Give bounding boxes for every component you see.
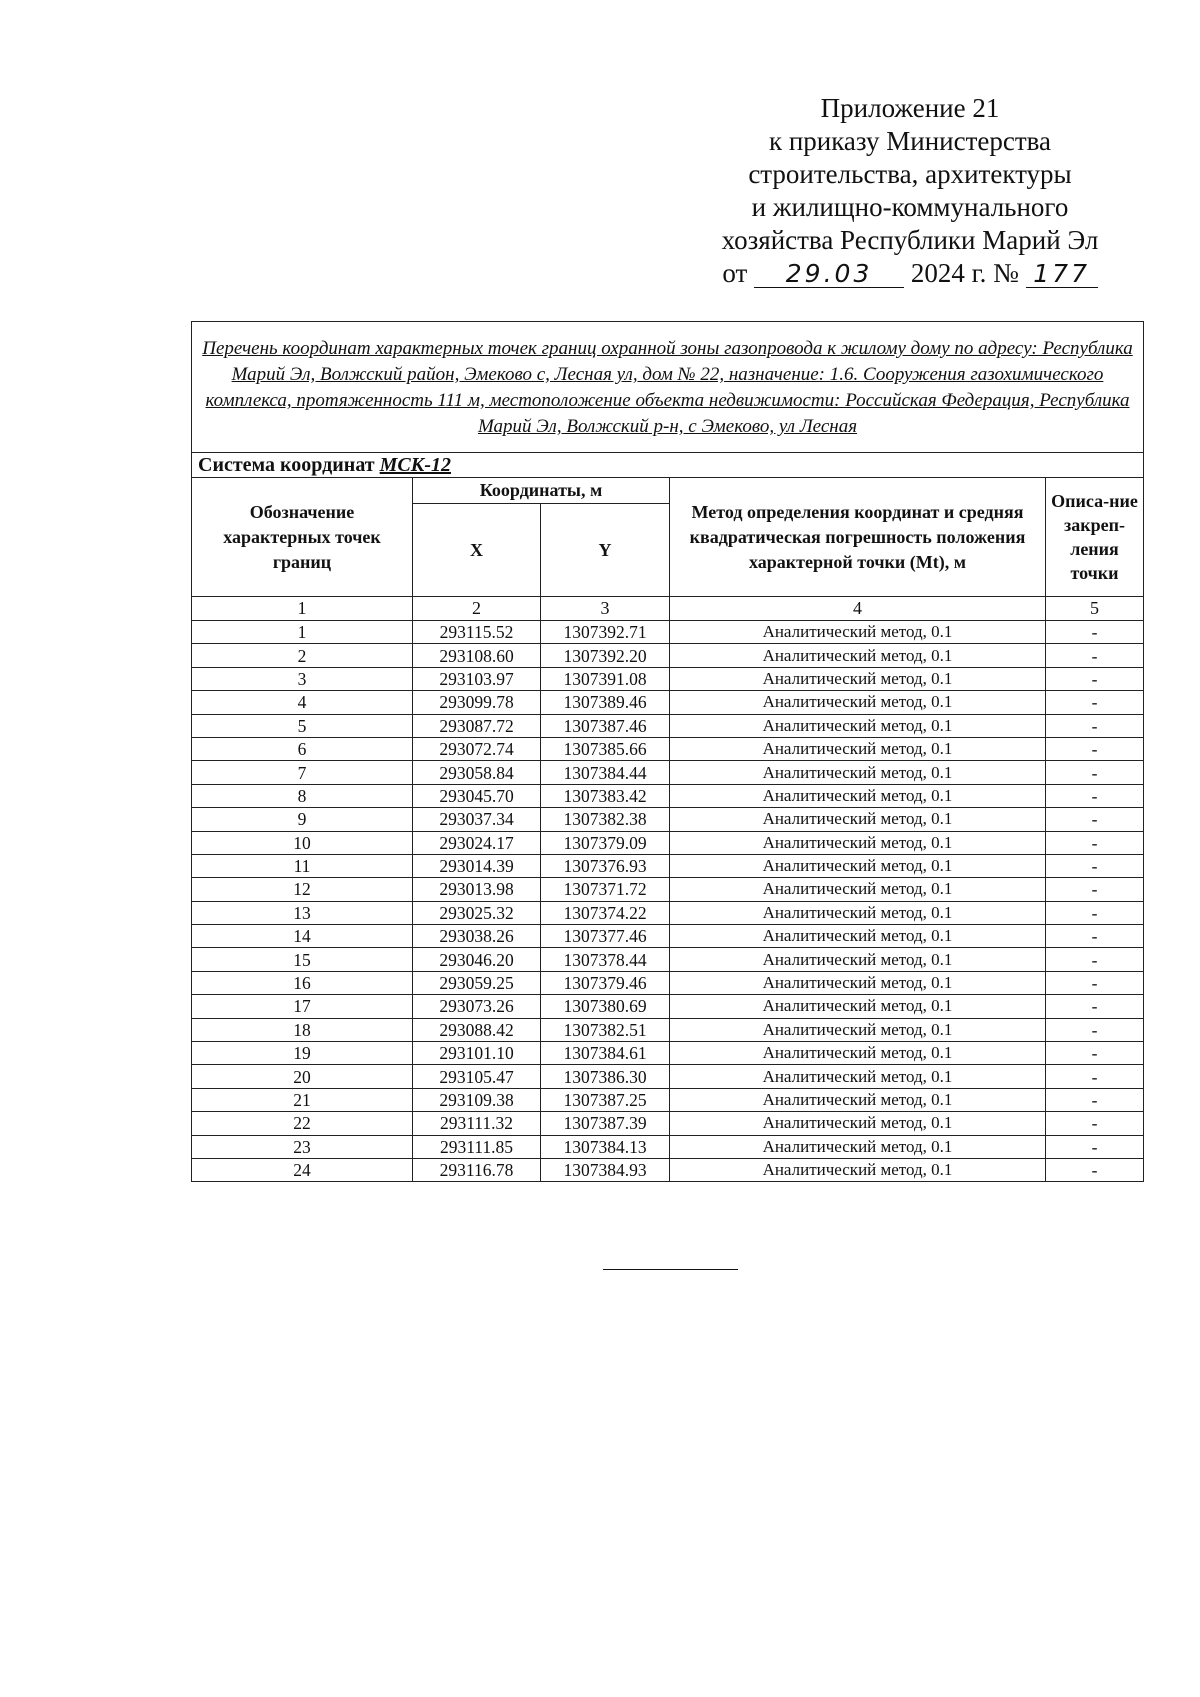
- cell-method: Аналитический метод, 0.1: [670, 995, 1046, 1018]
- table-row: [192, 784, 1144, 807]
- cell-point-number: 4: [192, 691, 413, 714]
- cell-coord-x: 293103.97: [413, 667, 541, 690]
- table-row: [192, 808, 1144, 831]
- cell-point-number: 3: [192, 667, 413, 690]
- cell-description: -: [1046, 831, 1144, 854]
- cell-description: -: [1046, 714, 1144, 737]
- header-line-2: к приказу Министерства: [768, 126, 1052, 156]
- cell-description: -: [1046, 644, 1144, 667]
- cell-coord-y: 1307374.22: [541, 901, 670, 924]
- cell-point-number: 8: [192, 784, 413, 807]
- cell-coord-x: 293109.38: [413, 1088, 541, 1111]
- cell-point-number: 12: [192, 878, 413, 901]
- cell-description: -: [1046, 1135, 1144, 1158]
- cell-coord-y: 1307385.66: [541, 737, 670, 760]
- cell-description: -: [1046, 878, 1144, 901]
- cell-point-number: 20: [192, 1065, 413, 1088]
- cell-point-number: 22: [192, 1112, 413, 1135]
- cell-point-number: 7: [192, 761, 413, 784]
- cell-method: Аналитический метод, 0.1: [670, 1042, 1046, 1065]
- cell-coord-y: 1307391.08: [541, 667, 670, 690]
- table-row: [192, 925, 1144, 948]
- cell-coord-x: 293045.70: [413, 784, 541, 807]
- handwritten-order-number: 177: [1026, 261, 1098, 288]
- cell-method: Аналитический метод, 0.1: [670, 784, 1046, 807]
- table-row: [192, 621, 1144, 644]
- cell-description: -: [1046, 621, 1144, 644]
- cell-coord-x: 293024.17: [413, 831, 541, 854]
- cell-coord-y: 1307392.20: [541, 644, 670, 667]
- cell-point-number: 13: [192, 901, 413, 924]
- cell-method: Аналитический метод, 0.1: [670, 737, 1046, 760]
- cell-method: Аналитический метод, 0.1: [670, 644, 1046, 667]
- cell-point-number: 19: [192, 1042, 413, 1065]
- header-coordinates: Координаты, м: [413, 478, 670, 504]
- cell-coord-y: 1307383.42: [541, 784, 670, 807]
- cell-description: -: [1046, 667, 1144, 690]
- cell-method: Аналитический метод, 0.1: [670, 1112, 1046, 1135]
- table-row: [192, 644, 1144, 667]
- cell-description: -: [1046, 1042, 1144, 1065]
- column-number: 1: [192, 597, 413, 621]
- table-row: [192, 971, 1144, 994]
- cell-description: -: [1046, 691, 1144, 714]
- table-row: [192, 1088, 1144, 1111]
- cell-description: -: [1046, 1018, 1144, 1041]
- cell-coord-x: 293111.32: [413, 1112, 541, 1135]
- cell-coord-x: 293108.60: [413, 644, 541, 667]
- cell-method: Аналитический метод, 0.1: [670, 854, 1046, 877]
- cell-method: Аналитический метод, 0.1: [670, 667, 1046, 690]
- column-number: 2: [413, 597, 541, 621]
- cell-description: -: [1046, 1158, 1144, 1181]
- table-row: [192, 1065, 1144, 1088]
- header-designation: Обозначение характерных точек границ: [192, 478, 413, 597]
- cell-coord-y: 1307384.44: [541, 761, 670, 784]
- cell-description: -: [1046, 901, 1144, 924]
- cell-method: Аналитический метод, 0.1: [670, 1065, 1046, 1088]
- cell-coord-x: 293111.85: [413, 1135, 541, 1158]
- table-row: [192, 901, 1144, 924]
- table-row: [192, 691, 1144, 714]
- cell-coord-y: 1307384.13: [541, 1135, 670, 1158]
- cell-point-number: 15: [192, 948, 413, 971]
- cell-point-number: 11: [192, 854, 413, 877]
- cell-method: Аналитический метод, 0.1: [670, 1158, 1046, 1181]
- cell-method: Аналитический метод, 0.1: [670, 948, 1046, 971]
- cell-description: -: [1046, 761, 1144, 784]
- header-y: Y: [541, 504, 670, 597]
- cell-point-number: 10: [192, 831, 413, 854]
- coordinate-system: [192, 453, 1144, 478]
- cell-description: -: [1046, 808, 1144, 831]
- cell-description: -: [1046, 948, 1144, 971]
- cell-point-number: 24: [192, 1158, 413, 1181]
- table-row: [192, 1112, 1144, 1135]
- cell-method: Аналитический метод, 0.1: [670, 621, 1046, 644]
- date-prefix: от: [722, 258, 748, 288]
- header-method: Метод определения координат и средняя квадратическая погрешность положения характерной точки (Mt), м: [670, 478, 1046, 597]
- cell-coord-y: 1307386.30: [541, 1065, 670, 1088]
- cell-method: Аналитический метод, 0.1: [670, 1135, 1046, 1158]
- table-row: [192, 854, 1144, 877]
- cell-coord-x: 293116.78: [413, 1158, 541, 1181]
- cell-description: -: [1046, 925, 1144, 948]
- cell-coord-x: 293101.10: [413, 1042, 541, 1065]
- cell-description: -: [1046, 1065, 1144, 1088]
- cell-coord-y: 1307382.38: [541, 808, 670, 831]
- table-row: [192, 948, 1144, 971]
- cell-method: Аналитический метод, 0.1: [670, 761, 1046, 784]
- order-date-line: [690, 257, 1130, 290]
- cell-coord-x: 293087.72: [413, 714, 541, 737]
- cell-coord-x: 293046.20: [413, 948, 541, 971]
- coordinate-system-value: МСК-12: [379, 453, 451, 476]
- table-row: [192, 1018, 1144, 1041]
- cell-method: Аналитический метод, 0.1: [670, 971, 1046, 994]
- cell-coord-x: 293014.39: [413, 854, 541, 877]
- cell-description: -: [1046, 784, 1144, 807]
- cell-coord-y: 1307376.93: [541, 854, 670, 877]
- cell-point-number: 18: [192, 1018, 413, 1041]
- cell-method: Аналитический метод, 0.1: [670, 714, 1046, 737]
- cell-coord-y: 1307384.61: [541, 1042, 670, 1065]
- table-row: [192, 1042, 1144, 1065]
- cell-coord-x: 293099.78: [413, 691, 541, 714]
- cell-coord-y: 1307387.46: [541, 714, 670, 737]
- cell-method: Аналитический метод, 0.1: [670, 808, 1046, 831]
- cell-coord-y: 1307371.72: [541, 878, 670, 901]
- header-line-3: строительства, архитектуры: [748, 159, 1072, 189]
- cell-coord-y: 1307379.09: [541, 831, 670, 854]
- table-row: [192, 737, 1144, 760]
- cell-coord-x: 293059.25: [413, 971, 541, 994]
- cell-description: -: [1046, 1088, 1144, 1111]
- cell-coord-y: 1307379.46: [541, 971, 670, 994]
- table-row: [192, 667, 1144, 690]
- cell-coord-x: 293058.84: [413, 761, 541, 784]
- cell-point-number: 1: [192, 621, 413, 644]
- cell-method: Аналитический метод, 0.1: [670, 1088, 1046, 1111]
- cell-point-number: 6: [192, 737, 413, 760]
- cell-method: Аналитический метод, 0.1: [670, 925, 1046, 948]
- cell-method: Аналитический метод, 0.1: [670, 1018, 1046, 1041]
- header-line-1: Приложение 21: [820, 93, 1000, 123]
- table-row: [192, 714, 1144, 737]
- column-number: 5: [1046, 597, 1144, 621]
- cell-description: -: [1046, 737, 1144, 760]
- cell-coord-x: 293072.74: [413, 737, 541, 760]
- cell-description: -: [1046, 971, 1144, 994]
- column-number-row: [192, 597, 1144, 621]
- coordinate-system-label: Система координат: [198, 453, 375, 476]
- cell-coord-y: 1307392.71: [541, 621, 670, 644]
- cell-method: Аналитический метод, 0.1: [670, 691, 1046, 714]
- cell-point-number: 17: [192, 995, 413, 1018]
- cell-coord-y: 1307387.25: [541, 1088, 670, 1111]
- cell-coord-x: 293037.34: [413, 808, 541, 831]
- column-number: 3: [541, 597, 670, 621]
- cell-coord-y: 1307380.69: [541, 995, 670, 1018]
- header-line-5: хозяйства Республики Марий Эл: [721, 225, 1099, 255]
- closing-divider: [603, 1269, 738, 1270]
- table-row: [192, 1135, 1144, 1158]
- table-row: [192, 878, 1144, 901]
- table-row: [192, 761, 1144, 784]
- cell-description: -: [1046, 995, 1144, 1018]
- year-text: 2024 г. №: [910, 258, 1019, 288]
- cell-coord-y: 1307377.46: [541, 925, 670, 948]
- cell-point-number: 14: [192, 925, 413, 948]
- cell-coord-x: 293073.26: [413, 995, 541, 1018]
- cell-point-number: 9: [192, 808, 413, 831]
- cell-point-number: 5: [192, 714, 413, 737]
- cell-coord-y: 1307387.39: [541, 1112, 670, 1135]
- coordinates-table: [191, 321, 1144, 1182]
- column-number: 4: [670, 597, 1046, 621]
- appendix-header: [690, 92, 1130, 290]
- cell-point-number: 23: [192, 1135, 413, 1158]
- table-row: [192, 831, 1144, 854]
- cell-description: -: [1046, 1112, 1144, 1135]
- cell-point-number: 2: [192, 644, 413, 667]
- handwritten-date: 29.03: [754, 261, 904, 288]
- cell-description: -: [1046, 854, 1144, 877]
- header-x: X: [413, 504, 541, 597]
- cell-point-number: 21: [192, 1088, 413, 1111]
- cell-method: Аналитический метод, 0.1: [670, 831, 1046, 854]
- cell-coord-x: 293115.52: [413, 621, 541, 644]
- cell-coord-y: 1307378.44: [541, 948, 670, 971]
- header-line-4: и жилищно-коммунального: [751, 192, 1069, 222]
- table-title: Перечень координат характерных точек границ охранной зоны газопровода к жилому дому по адресу: Республика Марий Эл, Волжский район, Эмеково с, Лесная ул, дом № 22, назначение: 1.6. Сооружения газохимического комплекса, протяженность 111 м, местоположение объекта недвижимости: Российская Федерация, Республика Марий Эл, Волжский р-н, с Эмеково, ул Лесная: [192, 322, 1144, 453]
- cell-coord-x: 293105.47: [413, 1065, 541, 1088]
- cell-coord-y: 1307389.46: [541, 691, 670, 714]
- cell-coord-x: 293038.26: [413, 925, 541, 948]
- cell-point-number: 16: [192, 971, 413, 994]
- cell-coord-y: 1307384.93: [541, 1158, 670, 1181]
- table-row: [192, 995, 1144, 1018]
- cell-coord-x: 293013.98: [413, 878, 541, 901]
- cell-coord-x: 293025.32: [413, 901, 541, 924]
- table-row: [192, 1158, 1144, 1181]
- header-description: Описа-ние закреп-ления точки: [1046, 478, 1144, 597]
- cell-coord-y: 1307382.51: [541, 1018, 670, 1041]
- cell-method: Аналитический метод, 0.1: [670, 878, 1046, 901]
- cell-method: Аналитический метод, 0.1: [670, 901, 1046, 924]
- cell-coord-x: 293088.42: [413, 1018, 541, 1041]
